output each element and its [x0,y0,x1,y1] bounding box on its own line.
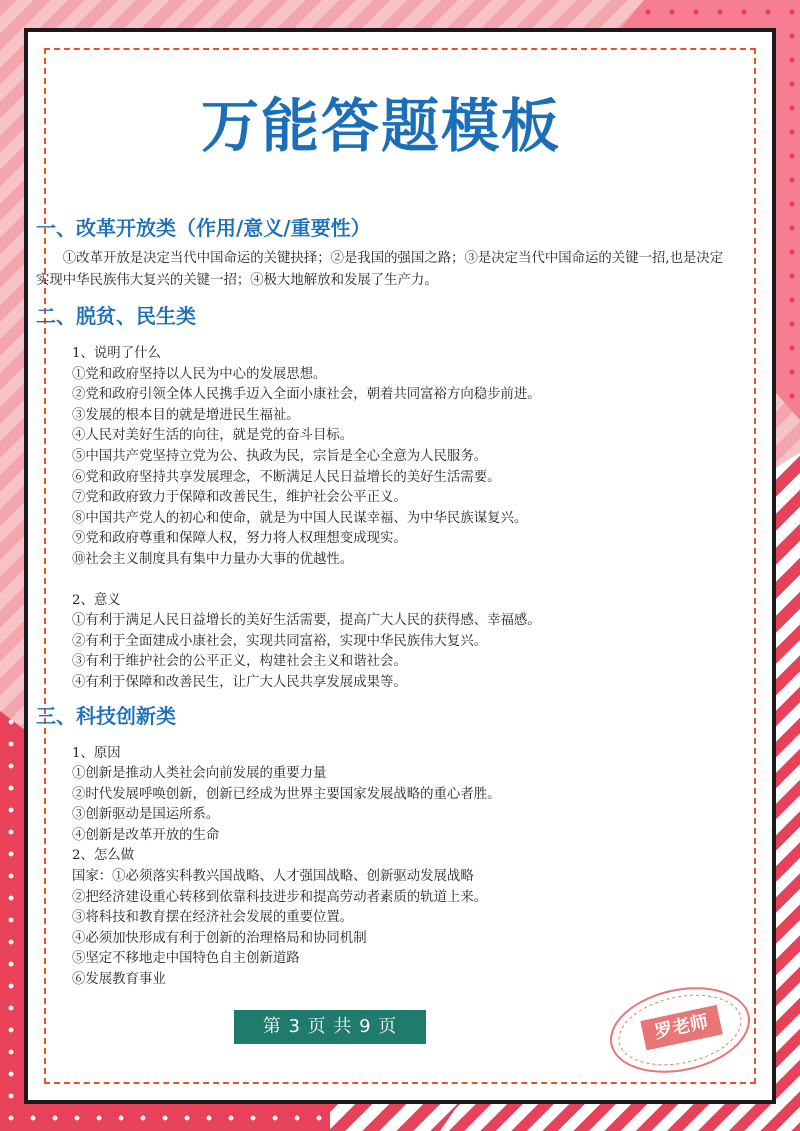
list-item: ⑦党和政府致力于保障和改善民生，维护社会公平正义。 [72,490,407,506]
list-item: ④创新是改革开放的生命 [72,827,220,843]
section-heading-innovation: 三、科技创新类 [36,703,176,728]
sub-heading: 1、原因 [72,745,121,761]
sub-heading: 1、说明了什么 [72,346,161,361]
page-number-footer: 第 3 页 共 9 页 [234,1010,426,1044]
section-paragraph-reform: ①改革开放是决定当代中国命运的关键抉择；②是我国的强国之路；③是决定当代中国命运的关键一招,也是决定实现中华民族伟大复兴的关键一招；④极大地解放和发展了生产力。 [36,251,724,288]
list-item: ④必须加快形成有利于创新的治理格局和协同机制 [72,930,367,946]
list-item: ⑤中国共产党坚持立党为公、执政为民，宗旨是全心全意为人民服务。 [72,448,488,464]
list-item: ②把经济建设重心转移到依靠科技进步和提高劳动者素质的轨道上来。 [72,889,488,905]
section-heading-reform: 一、改革开放类（作用/意义/重要性） [36,216,371,240]
list-item: ⑥党和政府坚持共享发展理念，不断满足人民日益增长的美好生活需要。 [72,469,501,485]
list-item: ⑥发展教育事业 [72,972,166,988]
section-heading-livelihood: 二、脱贫、民生类 [36,304,196,328]
document-content [36,90,726,991]
list-item: ⑨党和政府尊重和保障人权，努力将人权理想变成现实。 [72,531,407,547]
list-item: 国家：①必须落实科教兴国战略、人才强国战略、创新驱动发展战略 [72,869,474,885]
sub-heading: 2、怎么做 [72,848,135,864]
list-item: ②党和政府引领全体人民携手迈入全面小康社会，朝着共同富裕方向稳步前进。 [72,387,541,403]
list-item: ③创新驱动是国运所系。 [72,807,220,823]
list-item: ⑩社会主义制度具有集中力量办大事的优越性。 [72,551,354,567]
list-item: ⑧中国共产党人的初心和使命，就是为中国人民谋幸福、为中华民族谋复兴。 [72,510,528,526]
sub-heading: 2、意义 [72,592,121,608]
list-item: ⑤坚定不移地走中国特色自主创新道路 [72,951,300,967]
list-item: ④人民对美好生活的向往，就是党的奋斗目标。 [72,428,354,444]
list-item: ④有利于保障和改善民生，让广大人民共享发展成果等。 [72,674,407,690]
list-item: ②时代发展呼唤创新，创新已经成为世界主要国家发展战略的重心者胜。 [72,786,501,802]
list-item: ③发展的根本目的就是增进民生福祉。 [72,407,300,423]
list-item: ②有利于全面建成小康社会，实现共同富裕，实现中华民族伟大复兴。 [72,633,488,649]
list-item: ③有利于维护社会的公平正义，构建社会主义和谐社会。 [72,654,407,670]
list-item: ①创新是推动人类社会向前发展的重要力量 [72,766,327,782]
stamp-label: 罗老师 [640,1005,723,1051]
list-item: ①党和政府坚持以人民为中心的发展思想。 [72,366,327,382]
page-title: 万能答题模板 [200,92,561,160]
list-item: ①有利于满足人民日益增长的美好生活需要，提高广大人民的获得感、幸福感。 [72,613,541,629]
list-item: ③将科技和教育摆在经济社会发展的重要位置。 [72,910,354,926]
